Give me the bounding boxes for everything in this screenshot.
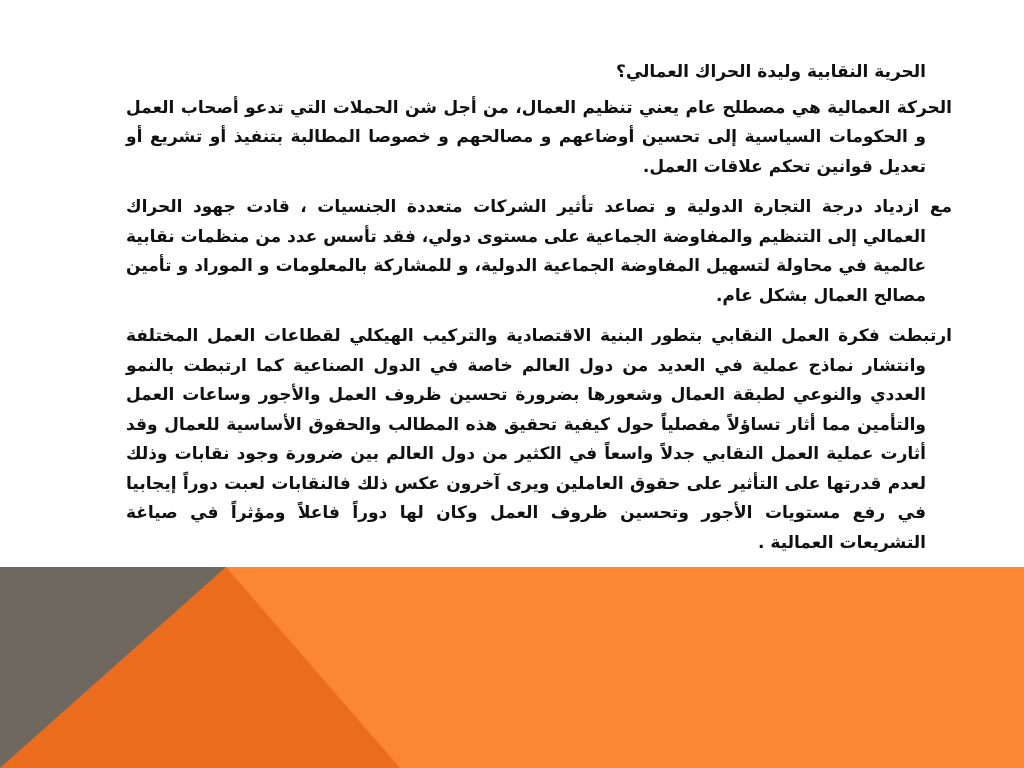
- paragraph-union-work: ارتبطت فكرة العمل النقابي بتطور البنية الاقتصادية والتركيب الهيكلي لقطاعات العمل المختلفة وانتشار نماذج عملية في العديد من دول العالم خاصة في الدول الصناعية كما ارتبطت بالنمو العددي والنوعي لطبقة العمال وشعورها بضرورة تحسين ظروف العمل والأجور وساعات العمل والتأمين مما أثار تساؤلاً مفصلياً حول كيفية تحقيق هذه المطالب والحقوق الأساسية للعمال وقد أثارت عملية العمل النقابي جدلاً واسعاً في الكثير من دول العالم بين ضرورة وجود نقابات وذلك لعدم قدرتها على التأثير على حقوق العاملين ويرى آخرون عكس ذلك فالنقابات لعبت دوراً إيجابيا في رفع مستويات الأجور وتحسين ظروف العمل وكان لها دوراً فاعلاً ومؤثراً في صياغة التشريعات العمالية .: [126, 326, 952, 553]
- paragraph-international-trade: مع ازدياد درجة التجارة الدولية و تصاعد تأثير الشركات متعددة الجنسيات ، قادت جهود الحراك العمالي إلى التنظيم والمفاوضة الجماعية على مستوى دولي، فقد تأسس عدد من منظمات نقابية عالمية في محاولة لتسهيل المفاوضة الجماعية الدولية، و للمشاركة بالمعلومات و الموراد و تأمين مصالح العمال بشكل عام.: [126, 197, 952, 306]
- slide-heading: الحرية النقابية وليدة الحراك العمالي؟: [615, 62, 926, 82]
- content-text-box: [100, 58, 952, 569]
- paragraph-labor-movement: الحركة العمالية هي مصطلح عام يعني تنظيم العمال، من أجل شن الحملات التي تدعو أصحاب العمل و الحكومات السياسية إلى تحسين أوضاعهم و مصالحهم و خصوصا المطالبة بتنفيذ أو تشريع أو تعديل قوانين تحكم علاقات العمل.: [126, 97, 952, 177]
